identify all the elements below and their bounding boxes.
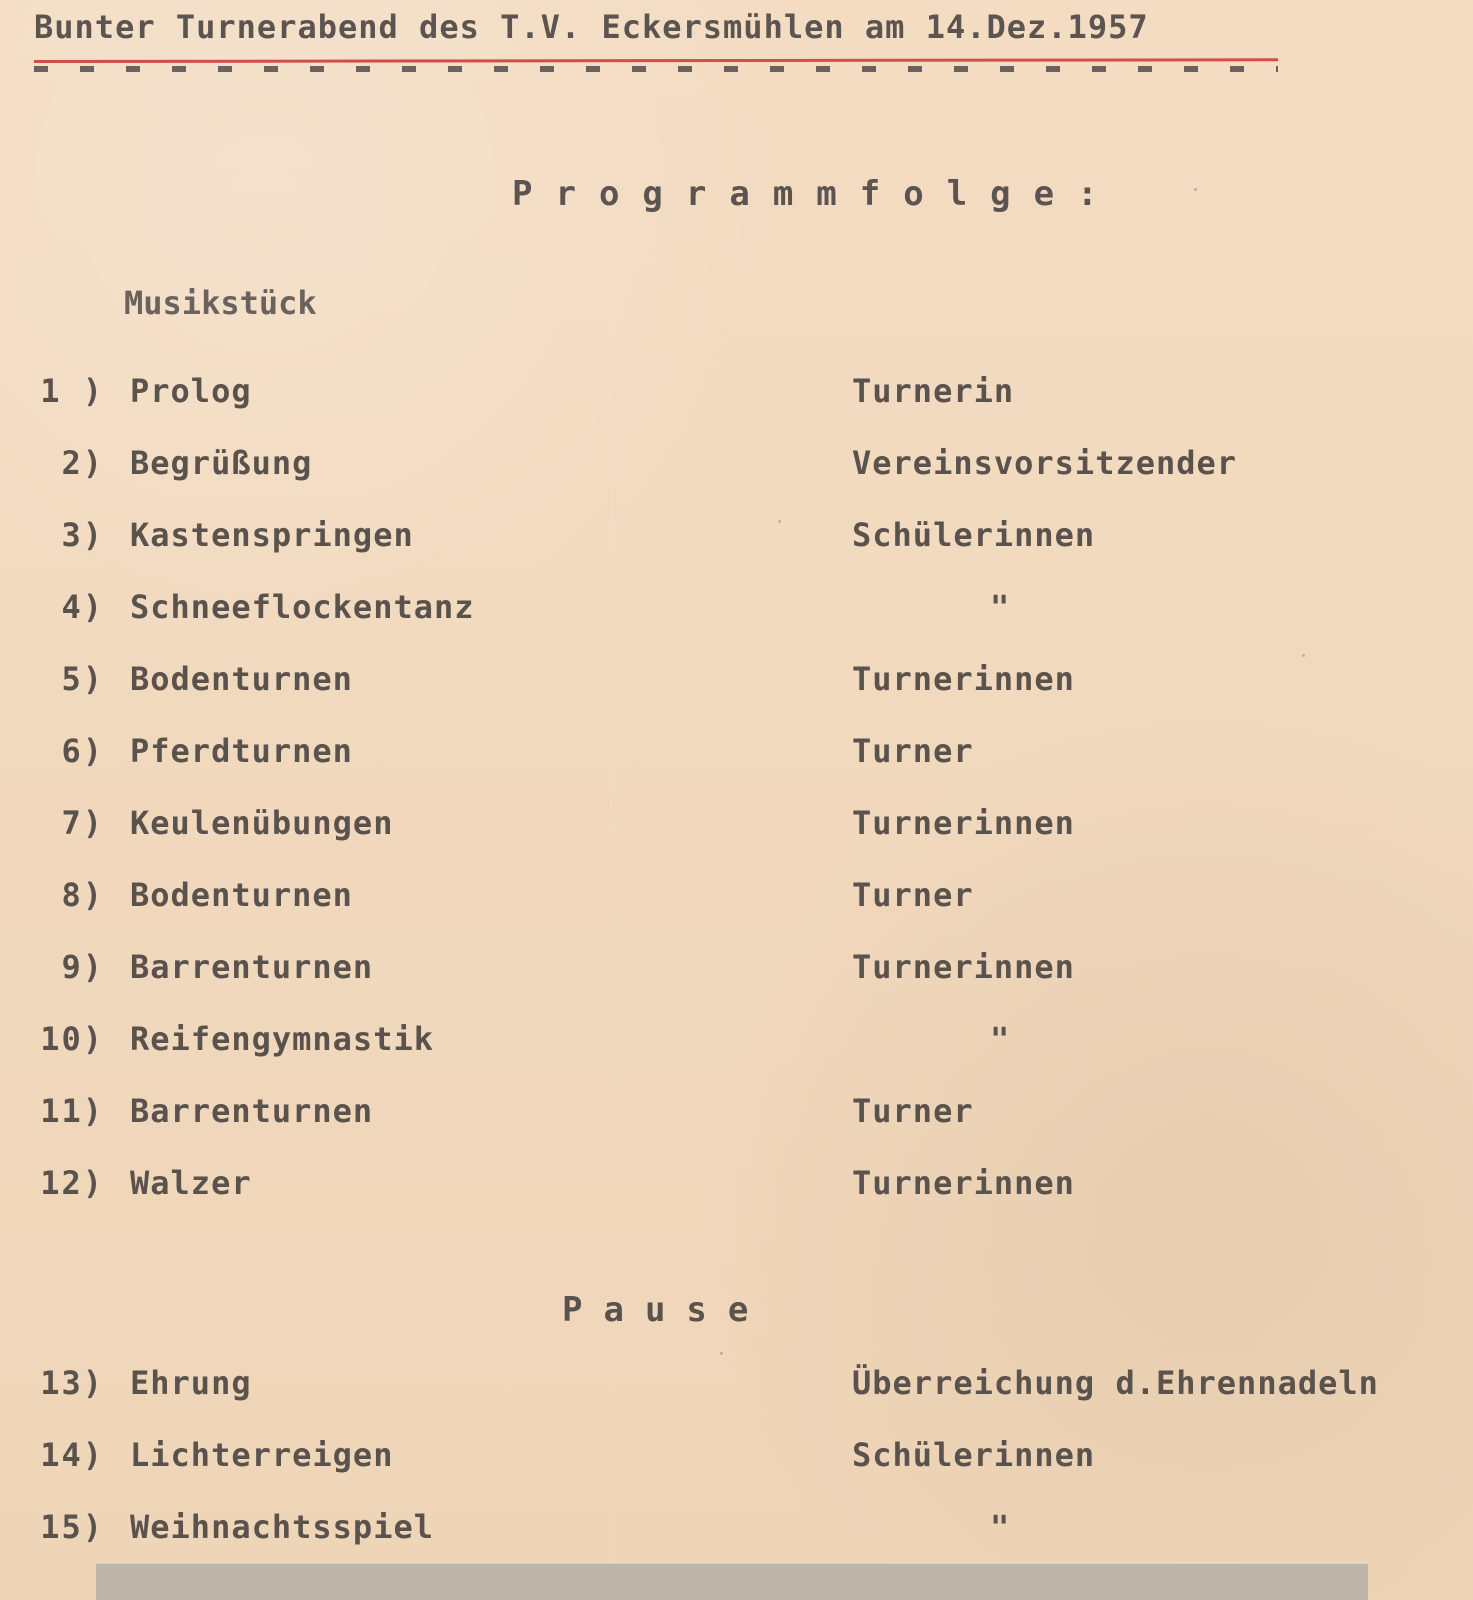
program-row [0, 516, 1473, 570]
performer: Turnerinnen [852, 660, 1075, 698]
program-item: Kastenspringen [130, 516, 414, 554]
pause-label: Pause [562, 1290, 770, 1330]
row-number: 15) [40, 1508, 104, 1546]
program-row [0, 1164, 1473, 1218]
row-number: 3) [61, 516, 104, 554]
program-item: Barrenturnen [130, 1092, 374, 1130]
program-row [0, 732, 1473, 786]
program-row [0, 1508, 1473, 1562]
program-item: Walzer [130, 1164, 252, 1202]
program-item: Begrüßung [130, 444, 313, 482]
program-row [0, 444, 1473, 498]
paper-speck [720, 1352, 723, 1355]
musikstueck-label: Musikstück [124, 284, 317, 322]
bottom-paper-strip [96, 1562, 1368, 1600]
row-number: 11) [40, 1092, 104, 1130]
program-row [0, 876, 1473, 930]
paper-speck [1302, 654, 1305, 657]
row-number: 1 ) [40, 372, 104, 410]
row-number: 13) [40, 1364, 104, 1402]
row-number: 14) [40, 1436, 104, 1474]
row-number: 8) [61, 876, 104, 914]
program-item: Reifengymnastik [130, 1020, 434, 1058]
program-row [0, 1364, 1473, 1418]
performer: Vereinsvorsitzender [852, 444, 1238, 482]
program-row [0, 1092, 1473, 1146]
program-row [0, 1020, 1473, 1074]
program-row [0, 588, 1473, 642]
performer: Turnerinnen [852, 1164, 1075, 1202]
program-item: Prolog [130, 372, 252, 410]
program-item: Keulenübungen [130, 804, 394, 842]
ditto-mark: " [990, 1508, 1010, 1546]
row-number: 10) [40, 1020, 104, 1058]
title-red-underline [34, 58, 1278, 63]
ditto-mark: " [990, 588, 1010, 626]
performer: Turner [852, 732, 974, 770]
vertical-fold-line [610, 0, 612, 1600]
program-heading: Programmfolge: [512, 174, 1121, 214]
row-number: 9) [61, 948, 104, 986]
program-row [0, 948, 1473, 1002]
row-number: 5) [61, 660, 104, 698]
row-number: 6) [61, 732, 104, 770]
title-dashed-rule [34, 66, 1278, 72]
performer: Überreichung d.Ehrennadeln [852, 1364, 1379, 1402]
ditto-mark: " [990, 1020, 1010, 1058]
program-row [0, 804, 1473, 858]
performer: Schülerinnen [852, 1436, 1096, 1474]
program-item: Ehrung [130, 1364, 252, 1402]
performer: Turnerinnen [852, 948, 1075, 986]
performer: Turner [852, 876, 974, 914]
performer: Turnerin [852, 372, 1015, 410]
performer: Turner [852, 1092, 974, 1130]
paper-speck [778, 520, 781, 523]
row-number: 12) [40, 1164, 104, 1202]
program-item: Schneeflockentanz [130, 588, 475, 626]
performer: Schülerinnen [852, 516, 1096, 554]
paper-speck [1194, 188, 1197, 191]
program-item: Bodenturnen [130, 660, 353, 698]
program-row [0, 372, 1473, 426]
program-row [0, 1436, 1473, 1490]
event-title: Bunter Turnerabend des T.V. Eckersmühlen am 14.Dez.1957 [34, 8, 1149, 46]
row-number: 4) [61, 588, 104, 626]
row-number: 7) [61, 804, 104, 842]
program-item: Lichterreigen [130, 1436, 394, 1474]
row-number: 2) [61, 444, 104, 482]
program-item: Pferdturnen [130, 732, 353, 770]
program-item: Weihnachtsspiel [130, 1508, 434, 1546]
performer: Turnerinnen [852, 804, 1075, 842]
program-row [0, 660, 1473, 714]
program-item: Bodenturnen [130, 876, 353, 914]
program-item: Barrenturnen [130, 948, 374, 986]
